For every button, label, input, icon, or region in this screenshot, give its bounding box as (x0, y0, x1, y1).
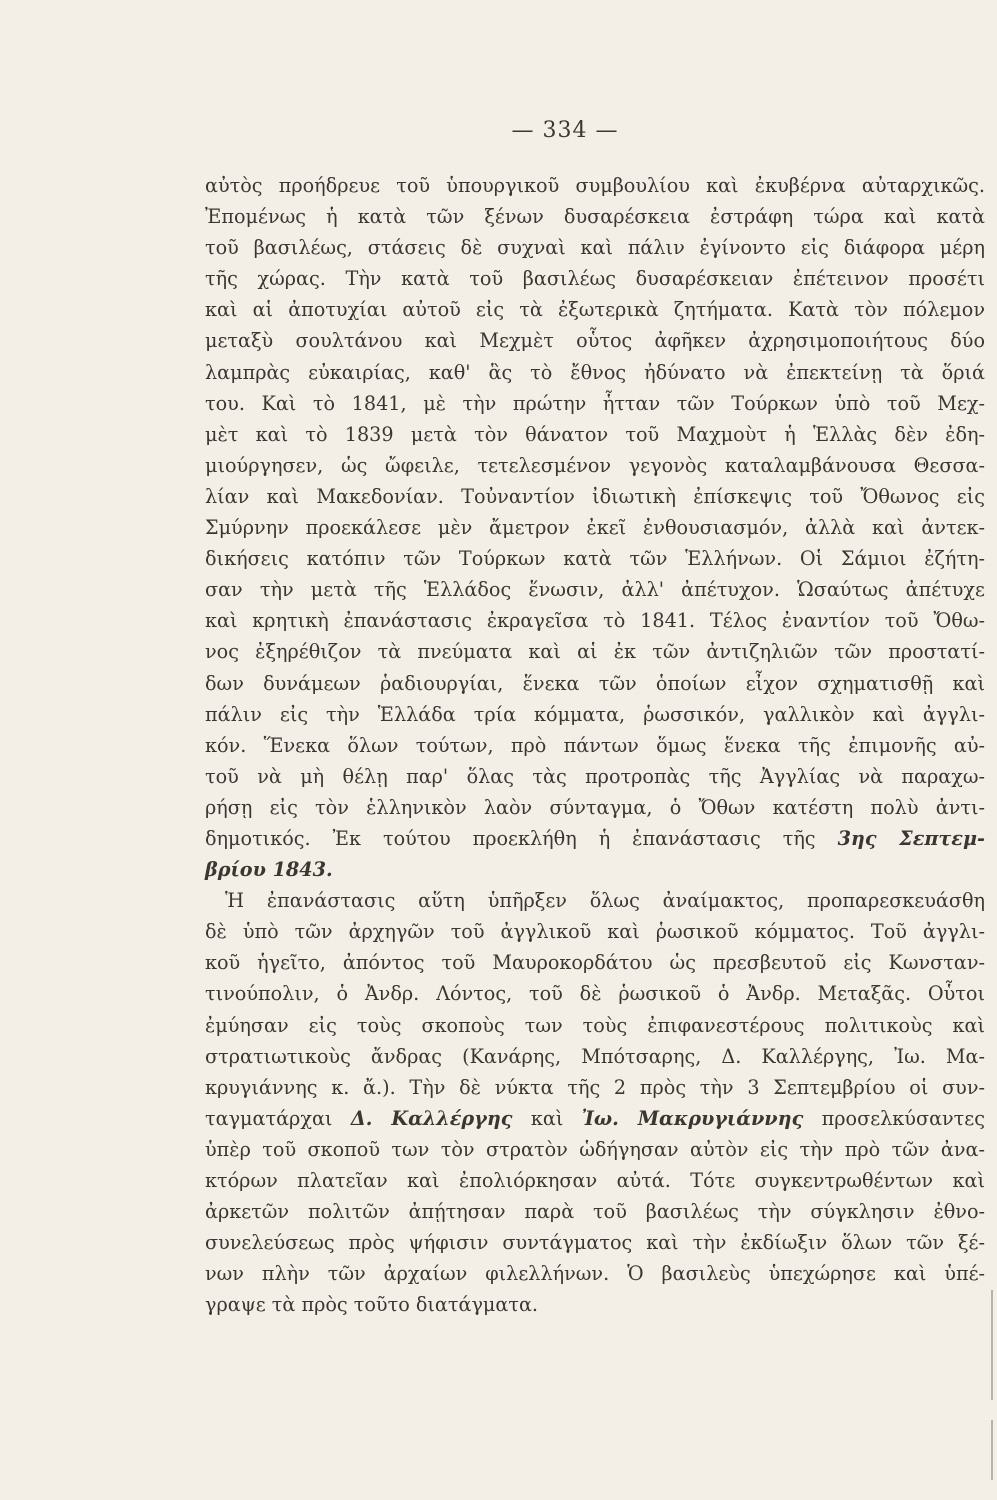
text-line: τινούπολιν, ὁ Ἀνδρ. Λόντος, τοῦ δὲ ῥωσικοῦ ὁ Ἀνδρ. Μεταξᾶς. Οὗτοι (205, 982, 985, 1006)
text-line: τοῦ βασιλέως, στάσεις δὲ συχναὶ καὶ πάλιν ἐγίνοντο εἰς διάφορα μέρη (205, 236, 985, 260)
text-line: καὶ κρητικὴ ἐπανάστασις ἐκραγεῖσα τὸ 1841. Τέλος ἐναντίον τοῦ Ὄθω- (205, 609, 985, 633)
page-number: — 334 — (511, 118, 619, 143)
emphasized-name: Δ. Καλλέργης (350, 1106, 513, 1130)
text-line: δὲ ὑπὸ τῶν ἀρχηγῶν τοῦ ἀγγλικοῦ καὶ ῥωσικοῦ κόμματος. Τοῦ ἀγγλι- (205, 920, 985, 944)
text-line (205, 1103, 985, 1134)
text-line (205, 823, 985, 854)
emphasized-date: 3ης Σεπτεμ- (837, 826, 985, 850)
page-edge-shadow (991, 1420, 993, 1480)
text-line: καὶ αἱ ἀποτυχίαι αὐτοῦ εἰς τὰ ἐξωτερικὰ ζητήματα. Κατὰ τὸν πόλεμον (205, 298, 985, 322)
text-line: γραψε τὰ πρὸς τοῦτο διατάγματα. (205, 1293, 539, 1317)
text-line: δων δυνάμεων ῥαδιουργίαι, ἕνεκα τῶν ὁποίων εἶχον σχηματισθῇ καὶ (205, 671, 985, 695)
text-line: δικήσεις κατόπιν τῶν Τούρκων κατὰ τῶν Ἑλλήνων. Οἱ Σάμιοι ἐζήτη- (205, 547, 985, 571)
text-line: λαμπρὰς εὐκαιρίας, καθ' ἃς τὸ ἔθνος ἠδύνατο νὰ ἐπεκτείνῃ τὰ ὅριά (205, 360, 985, 384)
text-line: Σμύρνην προεκάλεσε μὲν ἄμετρον ἐκεῖ ἐνθουσιασμόν, ἀλλὰ καὶ ἀντεκ- (205, 516, 985, 540)
text-line: ἐμύησαν εἰς τοὺς σκοποὺς των τοὺς ἐπιφανεστέρους πολιτικοὺς καὶ (205, 1013, 985, 1037)
body-text (205, 170, 985, 1320)
text-line: κρυγιάννης κ. ἄ.). Τὴν δὲ νύκτα τῆς 2 πρὸς τὴν 3 Σεπτεμβρίου οἱ συν- (205, 1075, 985, 1099)
paragraph-start-line: Ἡ ἐπανάστασις αὕτη ὑπῆρξεν ὅλως ἀναίμακτος, προπαρεσκευάσθη (225, 889, 985, 913)
text-line: κτόρων πλατεῖαν καὶ ἐπολιόρκησαν αὐτά. Τότε συγκεντρωθέντων καὶ (205, 1169, 985, 1192)
text-line: ρήσῃ εἰς τὸν ἑλληνικὸν λαὸν σύνταγμα, ὁ Ὄθων κατέστη πολὺ ἀντι- (205, 795, 985, 819)
emphasized-name: Ἰω. Μακρυγιάννης (581, 1106, 804, 1130)
text-line: μὲτ καὶ τὸ 1839 μετὰ τὸν θάνατον τοῦ Μαχμοὺτ ἡ Ἑλλὰς δὲν ἐδη- (205, 422, 985, 446)
text-run: ταγματάρχαι (205, 1106, 351, 1130)
text-line: κόν. Ἕνεκα ὅλων τούτων, πρὸ πάντων ὅμως ἕνεκα τῆς ἐπιμονῆς αὐ- (205, 733, 985, 757)
page-edge-shadow (991, 1290, 993, 1400)
text-line: ἀρκετῶν πολιτῶν ἀπῄτησαν παρὰ τοῦ βασιλέως τὴν σύγκλησιν ἐθνο- (205, 1200, 985, 1224)
text-line: σαν τὴν μετὰ τῆς Ἑλλάδος ἕνωσιν, ἀλλ' ἀπέτυχον. Ὡσαύτως ἀπέτυχε (205, 578, 985, 602)
text-line: συνελεύσεως πρὸς ψήφισιν συντάγματος καὶ τὴν ἐκδίωξιν ὅλων τῶν ξέ- (205, 1231, 985, 1255)
text-run: προσελκύσαντες (803, 1106, 985, 1130)
text-line (205, 854, 985, 885)
text-line: νων πλὴν τῶν ἀρχαίων φιλελλήνων. Ὁ βασιλεὺς ὑπεχώρησε καὶ ὑπέ- (205, 1262, 985, 1286)
text-line: ὑπὲρ τοῦ σκοποῦ των τὸν στρατὸν ὡδήγησαν αὐτὸν εἰς τὴν πρὸ τῶν ἀνα- (205, 1137, 985, 1161)
text-line: πάλιν εἰς τὴν Ἑλλάδα τρία κόμματα, ῥωσσικόν, γαλλικὸν καὶ ἀγγλι- (205, 702, 985, 726)
text-run: καὶ (512, 1106, 582, 1130)
text-line: του. Καὶ τὸ 1841, μὲ τὴν πρώτην ἧτταν τῶν Τούρκων ὑπὸ τοῦ Μεχ- (205, 391, 985, 415)
text-line: λίαν καὶ Μακεδονίαν. Τοὐναντίον ἰδιωτικὴ ἐπίσκεψις τοῦ Ὄθωνος εἰς (205, 484, 985, 508)
text-line: στρατιωτικοὺς ἄνδρας (Κανάρης, Μπότσαρης, Δ. Καλλέργης, Ἰω. Μα- (205, 1044, 985, 1068)
text-line: μεταξὺ σουλτάνου καὶ Μεχμὲτ οὗτος ἀφῆκεν ἀχρησιμοποιήτους δύο (205, 329, 985, 353)
text-line: τοῦ νὰ μὴ θέλῃ παρ' ὅλας τὰς προτροπὰς τῆς Ἀγγλίας νὰ παραχω- (205, 764, 985, 788)
text-line: κοῦ ἡγεῖτο, ἀπόντος τοῦ Μαυροκορδάτου ὡς πρεσβευτοῦ εἰς Κωνσταν- (205, 951, 985, 975)
text-line: αὐτὸς προήδρευε τοῦ ὑπουργικοῦ συμβουλίου καὶ ἐκυβέρνα αὐταρχικῶς. (205, 174, 985, 197)
emphasized-date: βρίου 1843. (205, 858, 333, 882)
text-line: μιούργησεν, ὡς ὤφειλε, τετελεσμένον γεγονὸς καταλαμβάνουσα Θεσσα- (205, 453, 985, 477)
text-line: νος ἐξηρέθιζον τὰ πνεύματα καὶ αἱ ἐκ τῶν ἀντιζηλιῶν τῶν προστατί- (205, 640, 985, 664)
text-line: Ἐπομένως ἡ κατὰ τῶν ξένων δυσαρέσκεια ἐστράφη τώρα καὶ κατὰ (205, 205, 985, 229)
text-run: δημοτικός. Ἐκ τούτου προεκλήθη ἡ ἐπανάστασις τῆς (205, 826, 838, 850)
text-line: τῆς χώρας. Τὴν κατὰ τοῦ βασιλέως δυσαρέσκειαν ἐπέτεινον προσέτι (205, 267, 985, 291)
